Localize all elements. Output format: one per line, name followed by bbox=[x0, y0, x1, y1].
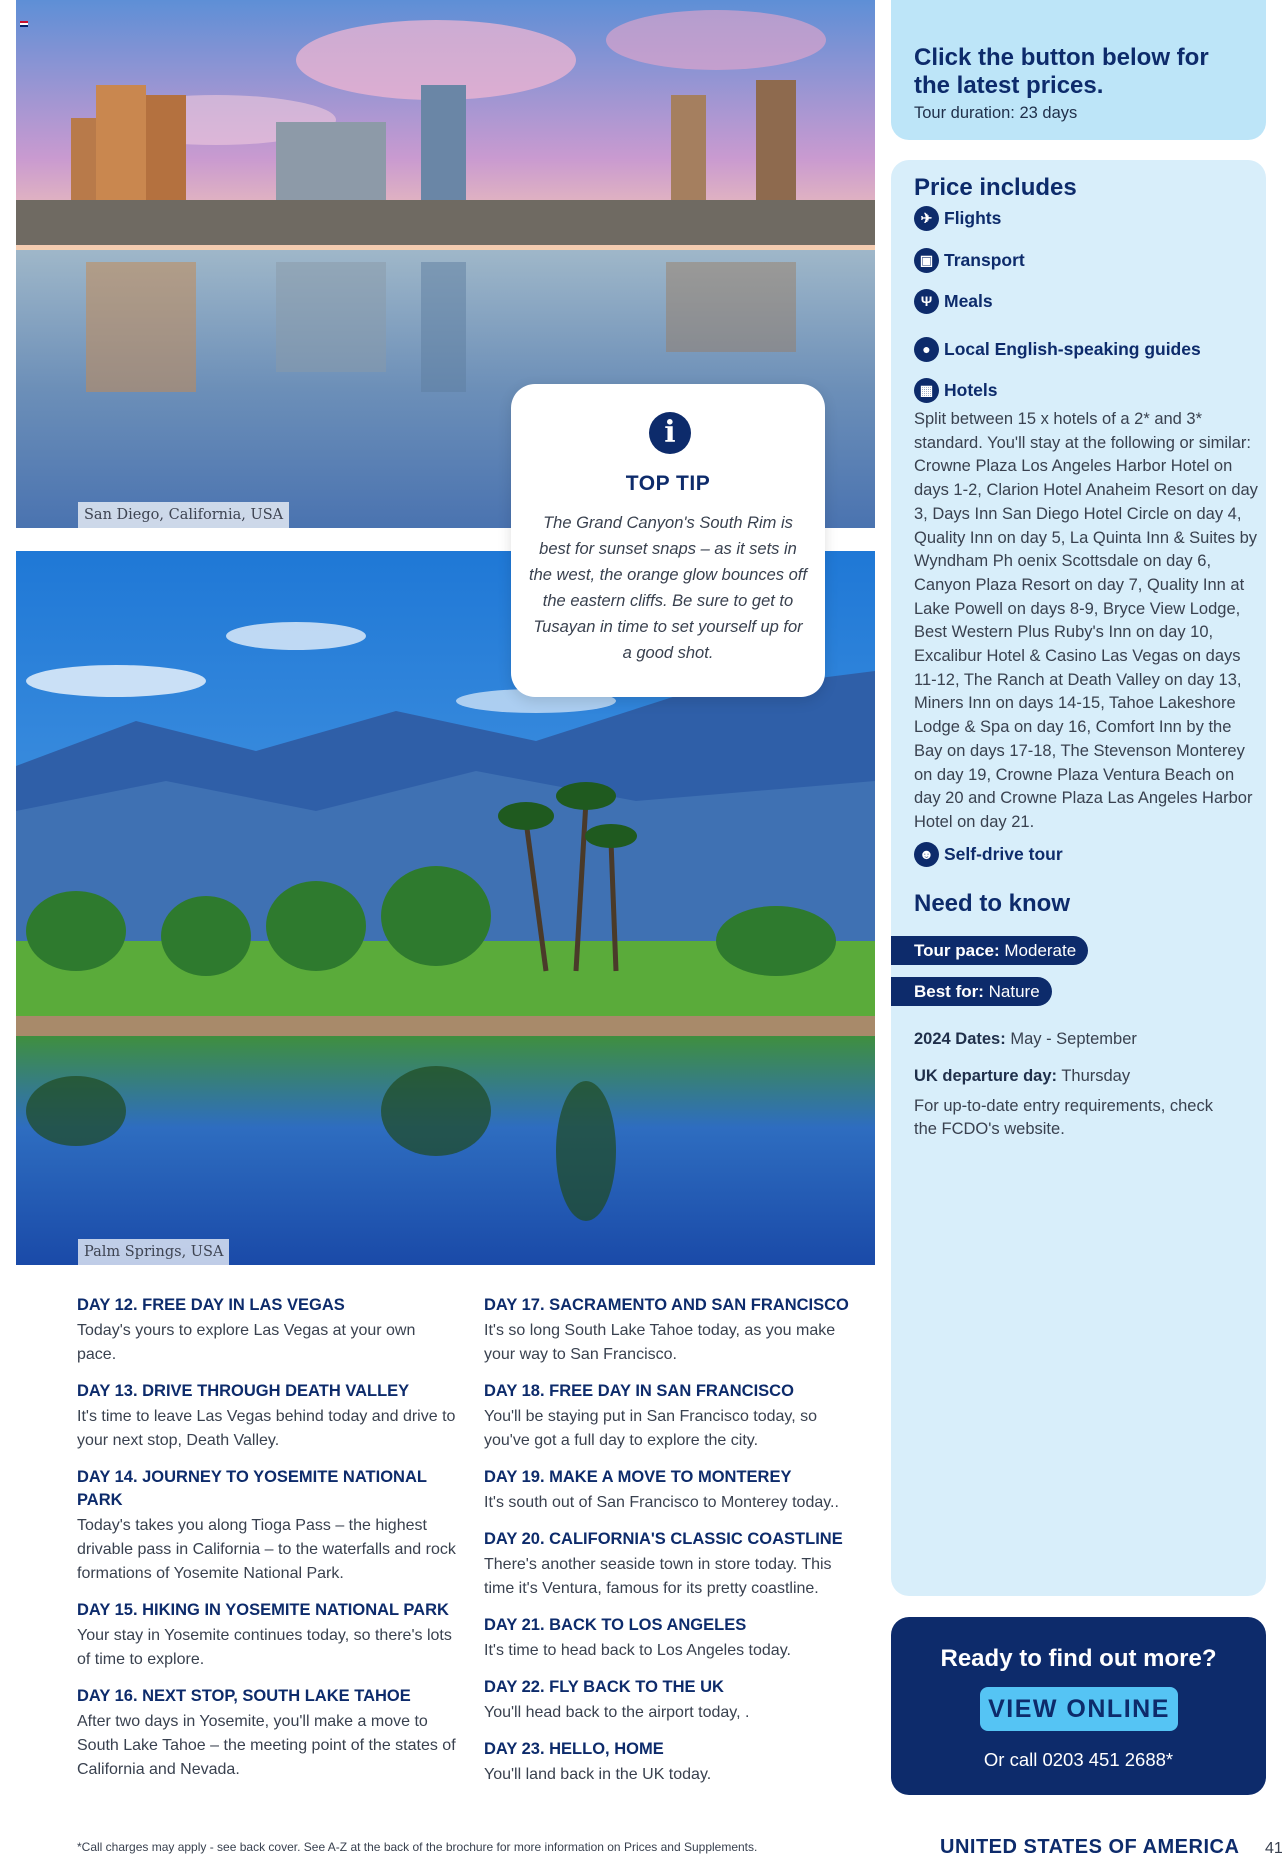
include-label: Hotels bbox=[944, 380, 998, 400]
best-for-value: Nature bbox=[988, 982, 1040, 1001]
best-for-pill bbox=[891, 977, 1052, 1006]
day-title: DAY 23. HELLO, HOME bbox=[484, 1740, 664, 1758]
include-label: Transport bbox=[944, 250, 1025, 270]
plane-icon: ✈ bbox=[914, 206, 939, 231]
itinerary-day bbox=[484, 1738, 864, 1787]
best-for-label: Best for: bbox=[914, 982, 984, 1001]
include-label: Local English-speaking guides bbox=[944, 339, 1201, 359]
day-title: DAY 14. JOURNEY TO YOSEMITE NATIONAL PARK bbox=[77, 1468, 427, 1509]
day-title: DAY 21. BACK TO LOS ANGELES bbox=[484, 1616, 747, 1634]
itinerary-day bbox=[77, 1599, 457, 1672]
include-self-drive bbox=[914, 842, 1063, 867]
top-tip-title: TOP TIP bbox=[625, 472, 711, 495]
day-text: Today's takes you along Tioga Pass – the highest drivable pass in California – to the waterfalls and rock formations of Yosemite National Park. bbox=[77, 1517, 456, 1582]
include-label: Flights bbox=[944, 208, 1002, 228]
call-number: Or call 0203 451 2688* bbox=[983, 1749, 1174, 1770]
day-text: Today's yours to explore Las Vegas at your own pace. bbox=[77, 1322, 416, 1363]
itinerary-left-column bbox=[77, 1294, 457, 1795]
info-icon: i bbox=[649, 412, 691, 454]
itinerary-day bbox=[77, 1380, 457, 1453]
price-includes-title: Price includes bbox=[914, 174, 1077, 201]
day-text: You'll land back in the UK today. bbox=[484, 1766, 712, 1783]
include-meals bbox=[914, 289, 993, 314]
day-text: It's time to head back to Los Angeles today. bbox=[484, 1642, 791, 1659]
photo-caption: Palm Springs, USA bbox=[78, 1239, 229, 1265]
cta-title: Ready to find out more? bbox=[940, 1645, 1217, 1672]
day-text: Your stay in Yosemite continues today, so there's lots of time to explore. bbox=[77, 1627, 452, 1668]
tour-duration: Tour duration: 23 days bbox=[914, 104, 1078, 122]
itinerary-day bbox=[77, 1466, 457, 1586]
dates-value: May - September bbox=[1010, 1030, 1137, 1048]
tour-pace-value: Moderate bbox=[1004, 941, 1077, 960]
include-guides bbox=[914, 337, 1201, 362]
include-label: Meals bbox=[944, 291, 993, 311]
itinerary-day bbox=[484, 1528, 864, 1601]
cta-box bbox=[891, 1617, 1266, 1795]
departure-label: UK departure day: bbox=[914, 1067, 1058, 1085]
itinerary-day bbox=[484, 1466, 864, 1515]
day-title: DAY 17. SACRAMENTO AND SAN FRANCISCO bbox=[484, 1296, 849, 1314]
itinerary-day bbox=[77, 1685, 457, 1782]
day-title: DAY 22. FLY BACK TO THE UK bbox=[484, 1678, 724, 1696]
tour-details-sidebar bbox=[891, 160, 1266, 1596]
uk-flag-icon bbox=[20, 21, 28, 27]
itinerary-day bbox=[77, 1294, 457, 1367]
day-text: After two days in Yosemite, you'll make a move to South Lake Tahoe – the meeting point of the states of California and Nevada. bbox=[77, 1713, 456, 1778]
include-hotels bbox=[914, 378, 997, 403]
tour-pace-pill bbox=[891, 936, 1088, 965]
page-number: 41 bbox=[1265, 1840, 1283, 1857]
itinerary-right-column bbox=[484, 1294, 864, 1800]
include-transport bbox=[914, 248, 1025, 273]
day-text: It's time to leave Las Vegas behind today and drive to your next stop, Death Valley. bbox=[77, 1408, 456, 1449]
bus-icon: ▣ bbox=[914, 248, 939, 273]
top-tip-text: The Grand Canyon's South Rim is best for sunset snaps – as it sets in the west, the orange glow bounces off the eastern cliffs. Be sure to get to Tusayan in time to set yourself up for a good shot. bbox=[529, 514, 807, 662]
cutlery-icon: Ψ bbox=[914, 289, 939, 314]
day-title: DAY 20. CALIFORNIA'S CLASSIC COASTLINE bbox=[484, 1530, 843, 1548]
view-online-button[interactable]: VIEW ONLINE bbox=[980, 1687, 1178, 1731]
group-icon: ☻ bbox=[914, 842, 939, 867]
itinerary-day bbox=[484, 1380, 864, 1453]
need-to-know-title: Need to know bbox=[914, 890, 1071, 917]
day-title: DAY 13. DRIVE THROUGH DEATH VALLEY bbox=[77, 1382, 410, 1400]
day-title: DAY 19. MAKE A MOVE TO MONTEREY bbox=[484, 1468, 792, 1486]
top-tip-card bbox=[511, 384, 825, 697]
include-flights bbox=[914, 206, 1001, 231]
day-text: You'll head back to the airport today, . bbox=[484, 1704, 750, 1721]
day-text: There's another seaside town in store today. This time it's Ventura, famous for its pretty coastline. bbox=[484, 1556, 832, 1597]
day-text: It's south out of San Francisco to Monterey today.. bbox=[484, 1494, 839, 1511]
day-title: DAY 16. NEXT STOP, SOUTH LAKE TAHOE bbox=[77, 1687, 411, 1705]
day-text: It's so long South Lake Tahoe today, as you make your way to San Francisco. bbox=[484, 1322, 836, 1363]
include-label: Self-drive tour bbox=[944, 844, 1063, 864]
person-icon: ● bbox=[914, 337, 939, 362]
photo-caption: San Diego, California, USA bbox=[78, 502, 289, 528]
hotel-icon: ▦ bbox=[914, 378, 939, 403]
latest-prices-box bbox=[891, 0, 1266, 140]
tour-pace-label: Tour pace: bbox=[914, 941, 1000, 960]
itinerary-day bbox=[484, 1676, 864, 1725]
dates-label: 2024 Dates: bbox=[914, 1030, 1006, 1048]
day-text: You'll be staying put in San Francisco today, so you've got a full day to explore the city. bbox=[484, 1408, 818, 1449]
itinerary-day bbox=[484, 1614, 864, 1663]
entry-requirements-note: For up-to-date entry requirements, check the FCDO's website. bbox=[914, 1097, 1213, 1138]
country-title: UNITED STATES OF AMERICA bbox=[940, 1836, 1240, 1858]
hotels-description: Split between 15 x hotels of a 2* and 3* standard. You'll stay at the following or similar: Crowne Plaza Los Angeles Harbor Hotel on days 1-2, Clarion Hotel Anaheim Resort on day 3, Days Inn San Diego Hotel Circle on day 4, Quality Inn on day 5, La Quinta Inn & Suites by Wyndham Ph oenix Scottsdale on day 6, Canyon Plaza Resort on day 7, Quality Inn at Lake Powell on days 8-9, Bryce View Lodge, Best Western Plus Ruby's Inn on day 10, Excalibur Hotel & Casino Las Vegas on days 11-12, The Ranch at Death Valley on day 13, Miners Inn on days 14-15, Tahoe Lakeshore Lodge & Spa on day 16, Comfort Inn by the Bay on days 17-18, The Stevenson Monterey on day 19, Crowne Plaza Ventura Beach on day 20 and Crowne Plaza Las Angeles Harbor Hotel on day 21. bbox=[914, 410, 1258, 831]
footnote: *Call charges may apply - see back cover. See A-Z at the back of the brochure for more information on Prices and Supplements. bbox=[77, 1840, 758, 1854]
day-title: DAY 15. HIKING IN YOSEMITE NATIONAL PARK bbox=[77, 1601, 449, 1619]
departure-value: Thursday bbox=[1061, 1067, 1131, 1085]
itinerary-day bbox=[484, 1294, 864, 1367]
day-title: DAY 12. FREE DAY IN LAS VEGAS bbox=[77, 1296, 345, 1314]
day-title: DAY 18. FREE DAY IN SAN FRANCISCO bbox=[484, 1382, 794, 1400]
departure-info bbox=[914, 1065, 1130, 1088]
dates-info bbox=[914, 1028, 1137, 1051]
latest-prices-headline: Click the button below for the latest prices. bbox=[914, 44, 1209, 99]
